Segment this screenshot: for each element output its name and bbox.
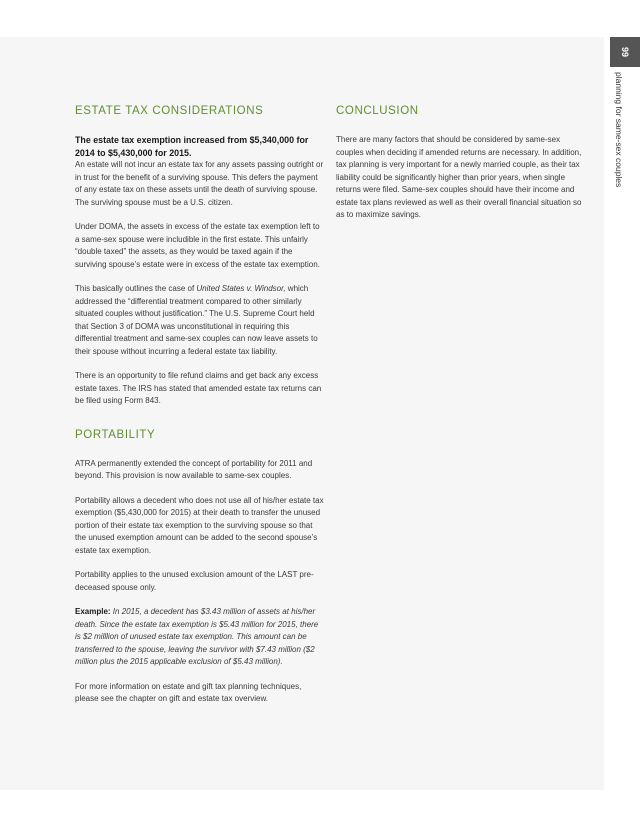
portability-paragraph-2: Portability allows a decedent who does not use all of his/her estate tax exemption ($5,430,000 for 2015) at their death to transfer the unused portion of their estate tax exemption to the surviving spouse so that the unused exemption amount can be added to the second spouse’s estate tax exemption. (75, 495, 324, 555)
estate-tax-paragraph-3 (75, 283, 325, 358)
left-column (75, 104, 325, 718)
portability-paragraph-5: For more information on estate and gift tax planning techniques, please see the chapter on gift and estate tax overview. (75, 681, 302, 703)
example-body: In 2015, a decedent has $3.43 million of assets at his/her death. Since the estate tax exemption is $5.43 million for 2015, there is $2 milllion of unused estate tax exemption. This amount can be transferred to the spouse, leaving the survivor with $7.43 million ($2 million plus the 2015 applicable exclusion of $5.43 million). (75, 607, 319, 666)
estate-tax-paragraph-4: There is an opportunity to file refund claims and get back any excess estate taxes. The IRS has stated that amended estate tax returns can be filed using Form 843. (75, 371, 322, 405)
windsor-body: which addressed the “differential treatment compared to other similarly situated couples without justification.” The U.S. Supreme Court held that Section 3 of DOMA was unconstitutional in requiring this differential treatment and same-sex couples can now leave assets to their spouse without incurring a federal estate tax liability. (75, 284, 318, 356)
example-label: Example: (75, 607, 111, 616)
windsor-intro: This basically outlines the case of (75, 284, 197, 293)
portability-section (75, 428, 325, 706)
conclusion-paragraph: There are many factors that should be considered by same-sex couples when deciding if amended returns are necessary. In addition, tax planning is very important for a newly married couple, as their tax liability could be significantly higher than prior years, when single returns were filed. Same-sex couples should have their income and estate tax plans reviewed as well as their overall financial situation so as to maximize savings. (336, 135, 582, 219)
estate-tax-paragraph-2: Under DOMA, the assets in excess of the estate tax exemption left to a same-sex spouse were includible in the first estate. This unfairly “double taxed” the assets, as they would be taxed again if the surviving spouse’s estate were in excess of the estate tax exemption. (75, 222, 320, 269)
estate-tax-heading: ESTATE TAX CONSIDERATIONS (75, 105, 264, 117)
conclusion-section (336, 104, 586, 222)
estate-tax-section (75, 104, 325, 408)
windsor-case-name: United States v. Windsor, (196, 284, 286, 293)
page-number-tab (610, 37, 640, 67)
right-column (336, 104, 586, 234)
portability-paragraph-3: Portability applies to the unused exclusion amount of the LAST pre-deceased spouse only. (75, 570, 314, 592)
portability-heading: PORTABILITY (75, 428, 156, 441)
estate-tax-paragraph-1: An estate will not incur an estate tax for any assets passing outright or in trust for the benefit of a surviving spouse. This defers the payment of any estate tax on these assets until the death of surviving spouse. The surviving spouse must be a U.S. citizen. (75, 160, 324, 207)
conclusion-heading: CONCLUSION (336, 105, 419, 117)
portability-paragraph-1: ATRA permanently extended the concept of portability for 2011 and beyond. This provision is now available to same-sex couples. (75, 458, 313, 480)
page-number: 99 (620, 46, 630, 58)
portability-example (75, 606, 325, 669)
chapter-side-label: planning for same-sex couples (614, 72, 624, 188)
estate-tax-lead: The estate tax exemption increased from $5,340,000 for 2014 to $5,430,000 for 2015. (75, 135, 309, 158)
